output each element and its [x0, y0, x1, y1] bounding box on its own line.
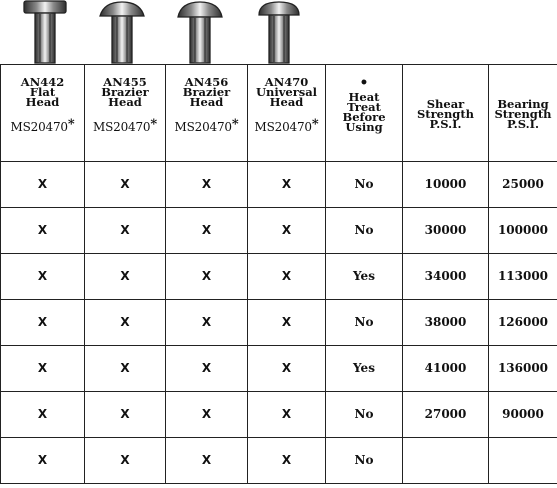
brazier-head-rivet-icon	[98, 0, 146, 64]
head-type-mark: X	[1, 346, 85, 392]
head-type-mark: X	[1, 438, 85, 484]
brazier-head-rivet-icon	[176, 0, 224, 64]
head-type-mark: X	[248, 300, 326, 346]
bearing-strength-cell: 126000	[489, 300, 557, 346]
head-type-mark: X	[166, 346, 248, 392]
head-type-mark: X	[85, 300, 166, 346]
header-head-type	[248, 65, 326, 162]
table-row	[1, 392, 557, 438]
footnote-star: *	[150, 117, 157, 132]
spec-number: MS20470*	[93, 117, 157, 134]
head-type-mark: X	[1, 162, 85, 208]
head-type-mark: X	[166, 392, 248, 438]
universal-head-rivet-icon	[256, 0, 302, 64]
head-type-mark: X	[166, 438, 248, 484]
bearing-strength-cell: 113000	[489, 254, 557, 300]
shear-strength-cell: 30000	[403, 208, 489, 254]
head-type-name: AN470 Universal Head	[255, 75, 318, 109]
bearing-strength-cell: 136000	[489, 346, 557, 392]
head-type-mark: X	[1, 208, 85, 254]
head-type-mark: X	[248, 162, 326, 208]
header-heat-treat	[326, 65, 403, 162]
head-type-mark: X	[166, 254, 248, 300]
table-row	[1, 300, 557, 346]
head-type-mark: X	[248, 254, 326, 300]
header-bearing-strength	[489, 65, 557, 162]
head-type-mark: X	[166, 162, 248, 208]
table-row	[1, 162, 557, 208]
table-row	[1, 438, 557, 484]
shear-strength-cell: 41000	[403, 346, 489, 392]
bearing-strength-cell: 25000	[489, 162, 557, 208]
bearing-strength-cell	[489, 438, 557, 484]
heat-treat-cell: No	[326, 392, 403, 438]
header-head-type	[85, 65, 166, 162]
table-row	[1, 254, 557, 300]
head-type-name: AN455 Brazier Head	[101, 75, 149, 109]
shear-strength-cell: 34000	[403, 254, 489, 300]
shear-strength-cell: 10000	[403, 162, 489, 208]
flat-head-rivet-icon	[22, 0, 68, 64]
heat-treat-label: Heat Treat Before Using	[342, 90, 386, 134]
head-type-mark: X	[166, 300, 248, 346]
shear-strength-cell: 27000	[403, 392, 489, 438]
footnote-star: *	[311, 117, 319, 132]
bearing-strength-cell: 90000	[489, 392, 557, 438]
head-type-mark: X	[85, 254, 166, 300]
header-shear-strength	[403, 65, 489, 162]
heat-treat-cell: No	[326, 438, 403, 484]
head-type-mark: X	[1, 254, 85, 300]
head-type-mark: X	[85, 162, 166, 208]
shear-strength-cell: 38000	[403, 300, 489, 346]
shear-strength-cell	[403, 438, 489, 484]
shear-strength-label: Shear Strength P.S.I.	[416, 97, 475, 131]
head-type-mark: X	[1, 392, 85, 438]
heat-treat-cell: No	[326, 162, 403, 208]
header-head-type	[1, 65, 85, 162]
heat-treat-cell: Yes	[326, 346, 403, 392]
head-type-mark: X	[248, 392, 326, 438]
rivet-icons-strip	[0, 0, 557, 64]
heat-treat-cell: No	[326, 300, 403, 346]
rivet-specification-table	[0, 64, 557, 484]
spec-number: MS20470*	[254, 117, 319, 134]
head-type-mark: X	[1, 300, 85, 346]
head-type-name: AN456 Brazier Head	[182, 75, 231, 109]
bearing-strength-cell: 100000	[489, 208, 557, 254]
head-type-mark: X	[248, 208, 326, 254]
bearing-strength-label: Bearing Strength P.S.I.	[494, 97, 552, 131]
head-type-mark: X	[85, 346, 166, 392]
header-head-type	[166, 65, 248, 162]
head-type-mark: X	[85, 392, 166, 438]
head-type-mark: X	[85, 208, 166, 254]
head-type-mark: X	[248, 438, 326, 484]
spec-number: MS20470*	[174, 117, 239, 134]
footnote-star: *	[67, 117, 75, 132]
heat-treat-cell: Yes	[326, 254, 403, 300]
head-type-name: AN442 Flat Head	[20, 75, 65, 109]
spec-number: MS20470*	[10, 117, 75, 134]
heat-treat-cell: No	[326, 208, 403, 254]
footnote-star: *	[231, 117, 239, 132]
head-type-mark: X	[248, 346, 326, 392]
heat-treat-bullet: •	[359, 75, 369, 91]
table-header-row	[1, 65, 557, 162]
table-row	[1, 208, 557, 254]
table-row	[1, 346, 557, 392]
head-type-mark: X	[85, 438, 166, 484]
head-type-mark: X	[166, 208, 248, 254]
